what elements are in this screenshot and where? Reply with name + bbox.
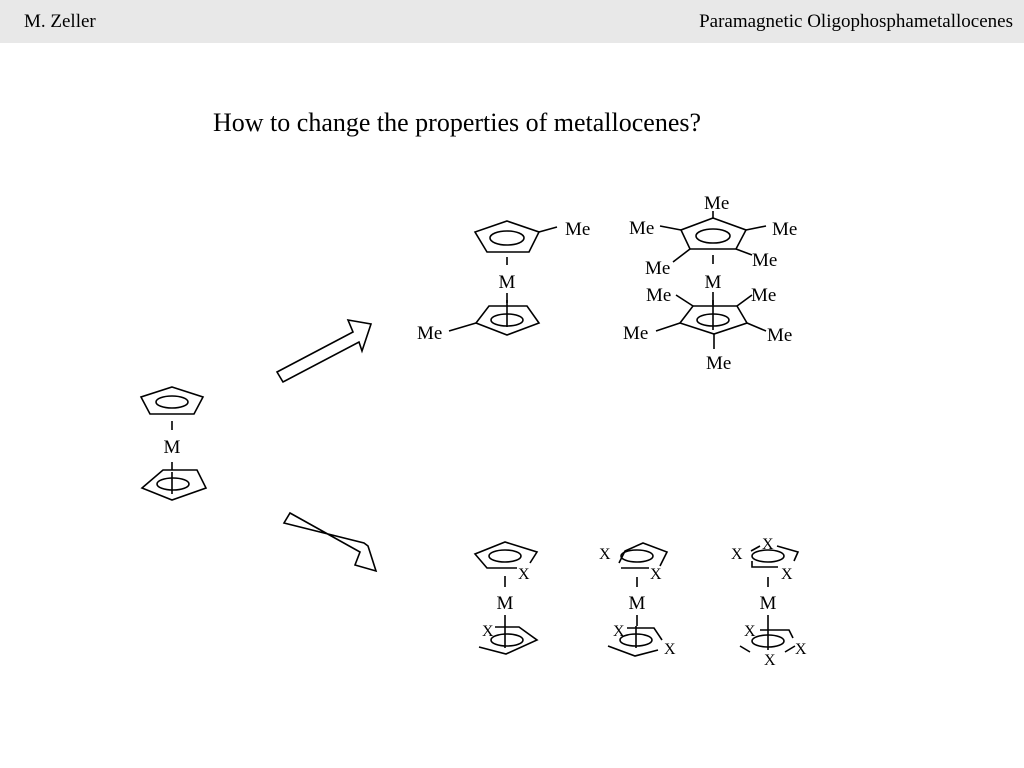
methyl-label: Me xyxy=(565,219,591,240)
methyl-label: Me xyxy=(623,323,649,344)
methyl-label: Me xyxy=(704,193,730,214)
methyl-label: Me xyxy=(629,218,655,239)
hetero-atom-label: X xyxy=(482,623,494,640)
metal-label: M xyxy=(759,593,777,614)
methyl-label: Me xyxy=(646,285,672,306)
hetero-atom-label: X xyxy=(744,623,756,640)
metal-label: M xyxy=(496,593,514,614)
hetero-atom-label: X xyxy=(762,536,774,553)
methyl-label: Me xyxy=(772,219,798,240)
dimethyl-metallocene xyxy=(417,219,590,344)
hetero-atom-label: X xyxy=(664,641,676,658)
methyl-label: Me xyxy=(645,258,671,279)
hetero-atom-label: X xyxy=(781,566,793,583)
hetero-atom-label: X xyxy=(518,566,530,583)
monohetero-metallocene xyxy=(475,542,537,654)
parent-top-cp-ring xyxy=(141,387,203,414)
metal-label: M xyxy=(628,593,646,614)
methyl-label: Me xyxy=(767,325,793,346)
author-name: M. Zeller xyxy=(24,11,96,32)
hetero-atom-label: X xyxy=(599,546,611,563)
hetero-atom-label: X xyxy=(650,566,662,583)
hetero-atom-label: X xyxy=(795,641,807,658)
presentation-topic: Paramagnetic Oligophosphametallocenes xyxy=(699,11,1013,32)
trihetero-metallocene xyxy=(731,536,807,669)
methyl-label: Me xyxy=(751,285,777,306)
arrow-to-methyl-substituted xyxy=(277,320,371,382)
methyl-label: Me xyxy=(417,323,443,344)
dihetero-metallocene xyxy=(599,543,676,658)
parent-bottom-cp-ring xyxy=(142,470,206,500)
metal-label: M xyxy=(704,272,722,293)
slide-title: How to change the properties of metallocenes? xyxy=(213,108,702,137)
methyl-label: Me xyxy=(706,353,732,374)
decamethyl-metallocene xyxy=(623,193,797,374)
arrow-to-hetero-substituted xyxy=(284,513,376,571)
hetero-atom-label: X xyxy=(764,652,776,669)
methyl-label: Me xyxy=(752,250,778,271)
metal-label: M xyxy=(498,272,516,293)
metal-label: M xyxy=(163,437,181,458)
hetero-atom-label: X xyxy=(613,623,625,640)
parent-metallocene xyxy=(141,387,206,500)
hetero-atom-label: X xyxy=(731,546,743,563)
